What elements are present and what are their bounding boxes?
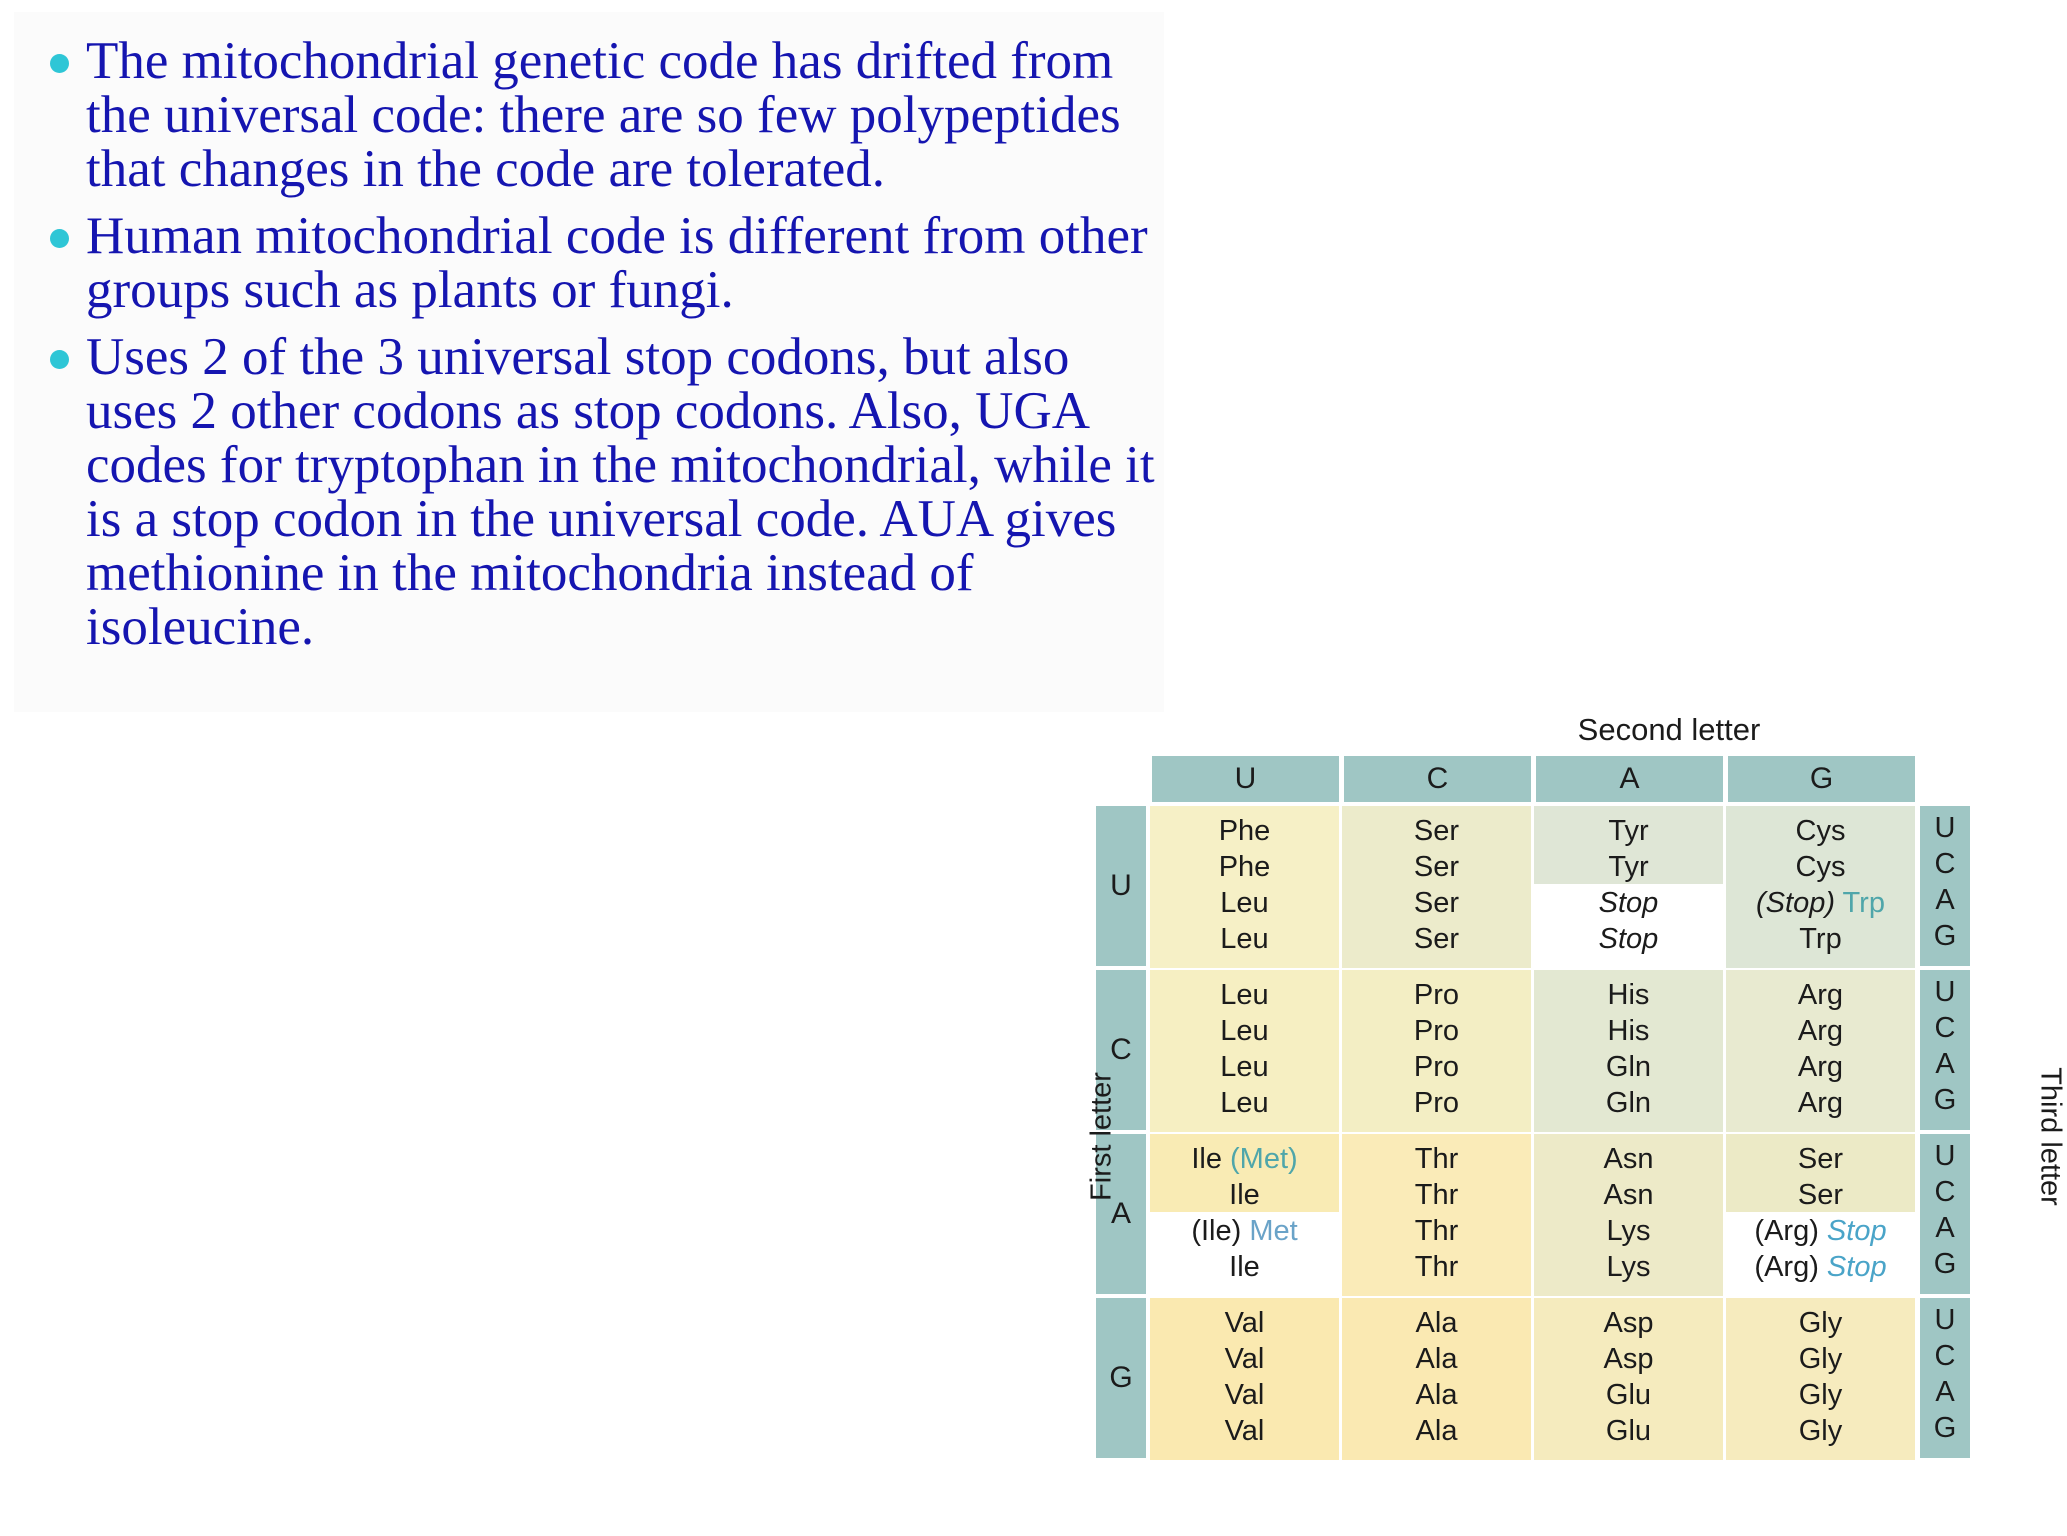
third-letter: A (1935, 884, 1955, 916)
codon-cell: Cys (1795, 851, 1846, 883)
first-letter-label: First letter (1085, 1072, 1118, 1201)
bullet-list (50, 34, 1170, 667)
codon-cell: Phe (1218, 815, 1271, 847)
codon-cell: Arg (1797, 1015, 1844, 1047)
codon-cell: Ser (1797, 1143, 1844, 1175)
column-header-a: A (1536, 756, 1723, 802)
codon-cell: Gly (1798, 1343, 1843, 1375)
second-letter-title: Second letter (1577, 712, 1761, 747)
codon-block-ca (1534, 970, 1723, 1132)
codon-block-cc (1342, 970, 1531, 1132)
codon-cell-variant: Ile (Met) (1191, 1143, 1298, 1175)
codon-cell: Ser (1413, 851, 1460, 883)
codon-cell: Tyr (1608, 815, 1649, 847)
codon-cell: Ser (1413, 923, 1460, 955)
row-header-a: A (1096, 1134, 1146, 1294)
third-letter: U (1934, 1140, 1956, 1172)
codon-block-ag (1726, 1134, 1915, 1296)
codon-cell: Thr (1414, 1251, 1459, 1283)
codon-cell: Leu (1220, 887, 1269, 919)
codon-block-gc (1342, 1298, 1531, 1460)
codon-block-cu (1150, 970, 1339, 1132)
codon-cell: Thr (1414, 1179, 1459, 1211)
codon-cell-variant: (Arg) Stop (1754, 1251, 1887, 1283)
codon-cell: Pro (1413, 1051, 1460, 1083)
row-header-c: C (1096, 970, 1146, 1130)
codon-cell: Glu (1605, 1415, 1652, 1447)
codon-cell: Pro (1413, 1015, 1460, 1047)
codon-cell: Cys (1795, 815, 1846, 847)
codon-cell: Phe (1218, 851, 1271, 883)
codon-cell: Val (1224, 1307, 1265, 1339)
codon-cell: Ile (1229, 1251, 1260, 1283)
codon-cell: Asn (1603, 1179, 1654, 1211)
codon-block-au (1150, 1134, 1339, 1296)
codon-cell: Leu (1220, 923, 1269, 955)
third-letter-group-a (1920, 1134, 1970, 1294)
bullet-dot-icon (50, 229, 69, 248)
codon-cell: His (1607, 979, 1650, 1011)
codon-block-gu (1150, 1298, 1339, 1460)
codon-cell: Leu (1220, 979, 1269, 1011)
codon-cell: Ser (1413, 815, 1460, 847)
text-panel (14, 12, 1164, 712)
codon-cell: Leu (1220, 1015, 1269, 1047)
codon-cell: Ile (1229, 1179, 1260, 1211)
codon-cell: Val (1224, 1379, 1265, 1411)
third-letter: G (1933, 920, 1957, 952)
codon-cell: Leu (1220, 1087, 1269, 1119)
codon-block-ua (1534, 806, 1723, 968)
codon-block-ac (1342, 1134, 1531, 1296)
bullet-2: Human mitochondrial code is different from other groups such as plants or fungi. (50, 209, 1170, 317)
codon-cell: Asp (1603, 1343, 1654, 1375)
codon-cell: Val (1224, 1343, 1265, 1375)
codon-table-diagram (1040, 700, 2067, 1536)
third-letter-group-g (1920, 1298, 1970, 1458)
third-letter-label: Third letter (2034, 1067, 2067, 1206)
third-letter-group-c (1920, 970, 1970, 1130)
codon-cell: Glu (1605, 1379, 1652, 1411)
codon-cell: Thr (1414, 1143, 1459, 1175)
codon-cell: Stop (1598, 887, 1659, 919)
codon-cell-variant: (Ile) Met (1191, 1215, 1298, 1247)
third-letter: C (1934, 1340, 1956, 1372)
codon-block-gg (1726, 1298, 1915, 1460)
codon-block-uu (1150, 806, 1339, 968)
codon-cell: Lys (1606, 1251, 1651, 1283)
codon-block-uc (1342, 806, 1531, 968)
codon-cell: Asp (1603, 1307, 1654, 1339)
bullet-dot-icon (50, 54, 69, 73)
codon-cell: Ala (1415, 1307, 1458, 1339)
codon-cell: Pro (1413, 1087, 1460, 1119)
third-letter: C (1934, 1012, 1956, 1044)
codon-cell: Thr (1414, 1215, 1459, 1247)
codon-cell: Stop (1598, 923, 1659, 955)
row-header-g: G (1096, 1298, 1146, 1458)
third-letter: G (1933, 1084, 1957, 1116)
codon-cell-variant: (Arg) Stop (1754, 1215, 1887, 1247)
codon-cell: Gln (1605, 1087, 1652, 1119)
codon-cell: Ser (1413, 887, 1460, 919)
bullet-dot-icon (50, 350, 69, 369)
codon-cell: Gly (1798, 1415, 1843, 1447)
third-letter-group-u (1920, 806, 1970, 966)
codon-cell: Gln (1605, 1051, 1652, 1083)
third-letter: C (1934, 848, 1956, 880)
codon-cell-variant: (Stop) Trp (1756, 887, 1885, 919)
column-header-g: G (1728, 756, 1915, 802)
column-header-c: C (1344, 756, 1531, 802)
codon-cell: Pro (1413, 979, 1460, 1011)
codon-cell: Ser (1797, 1179, 1844, 1211)
third-letter: G (1933, 1412, 1957, 1444)
codon-cell: Ala (1415, 1343, 1458, 1375)
codon-cell: Leu (1220, 1051, 1269, 1083)
third-letter: U (1934, 976, 1956, 1008)
codon-cell: Trp (1799, 923, 1842, 955)
codon-block-ga (1534, 1298, 1723, 1460)
third-letter: U (1934, 812, 1956, 844)
codon-cell: Gly (1798, 1379, 1843, 1411)
third-letter: A (1935, 1376, 1955, 1408)
codon-block-cg (1726, 970, 1915, 1132)
codon-cell: Val (1224, 1415, 1265, 1447)
column-header-u: U (1152, 756, 1339, 802)
codon-cell: Arg (1797, 1087, 1844, 1119)
third-letter: C (1934, 1176, 1956, 1208)
codon-cell: Tyr (1608, 851, 1649, 883)
codon-cell: His (1607, 1015, 1650, 1047)
codon-cell: Lys (1606, 1215, 1651, 1247)
third-letter: U (1934, 1304, 1956, 1336)
codon-cell: Ala (1415, 1415, 1458, 1447)
third-letter: A (1935, 1048, 1955, 1080)
codon-cell: Asn (1603, 1143, 1654, 1175)
bullet-3: Uses 2 of the 3 universal stop codons, but also uses 2 other codons as stop codons. Also, UGA codes for tryptophan in the mitochondrial, while it is a stop codon in the universal code. AUA gives methionine in the mitochondria instead of isoleucine. (50, 330, 1170, 654)
codon-block-ug (1726, 806, 1915, 968)
third-letter: A (1935, 1212, 1955, 1244)
codon-cell: Arg (1797, 1051, 1844, 1083)
row-header-u: U (1096, 806, 1146, 966)
codon-cell: Gly (1798, 1307, 1843, 1339)
codon-cell: Ala (1415, 1379, 1458, 1411)
codon-cell: Arg (1797, 979, 1844, 1011)
third-letter: G (1933, 1248, 1957, 1280)
codon-block-aa (1534, 1134, 1723, 1296)
bullet-1: The mitochondrial genetic code has drifted from the universal code: there are so few polypeptides that changes in the code are tolerated. (50, 34, 1170, 196)
